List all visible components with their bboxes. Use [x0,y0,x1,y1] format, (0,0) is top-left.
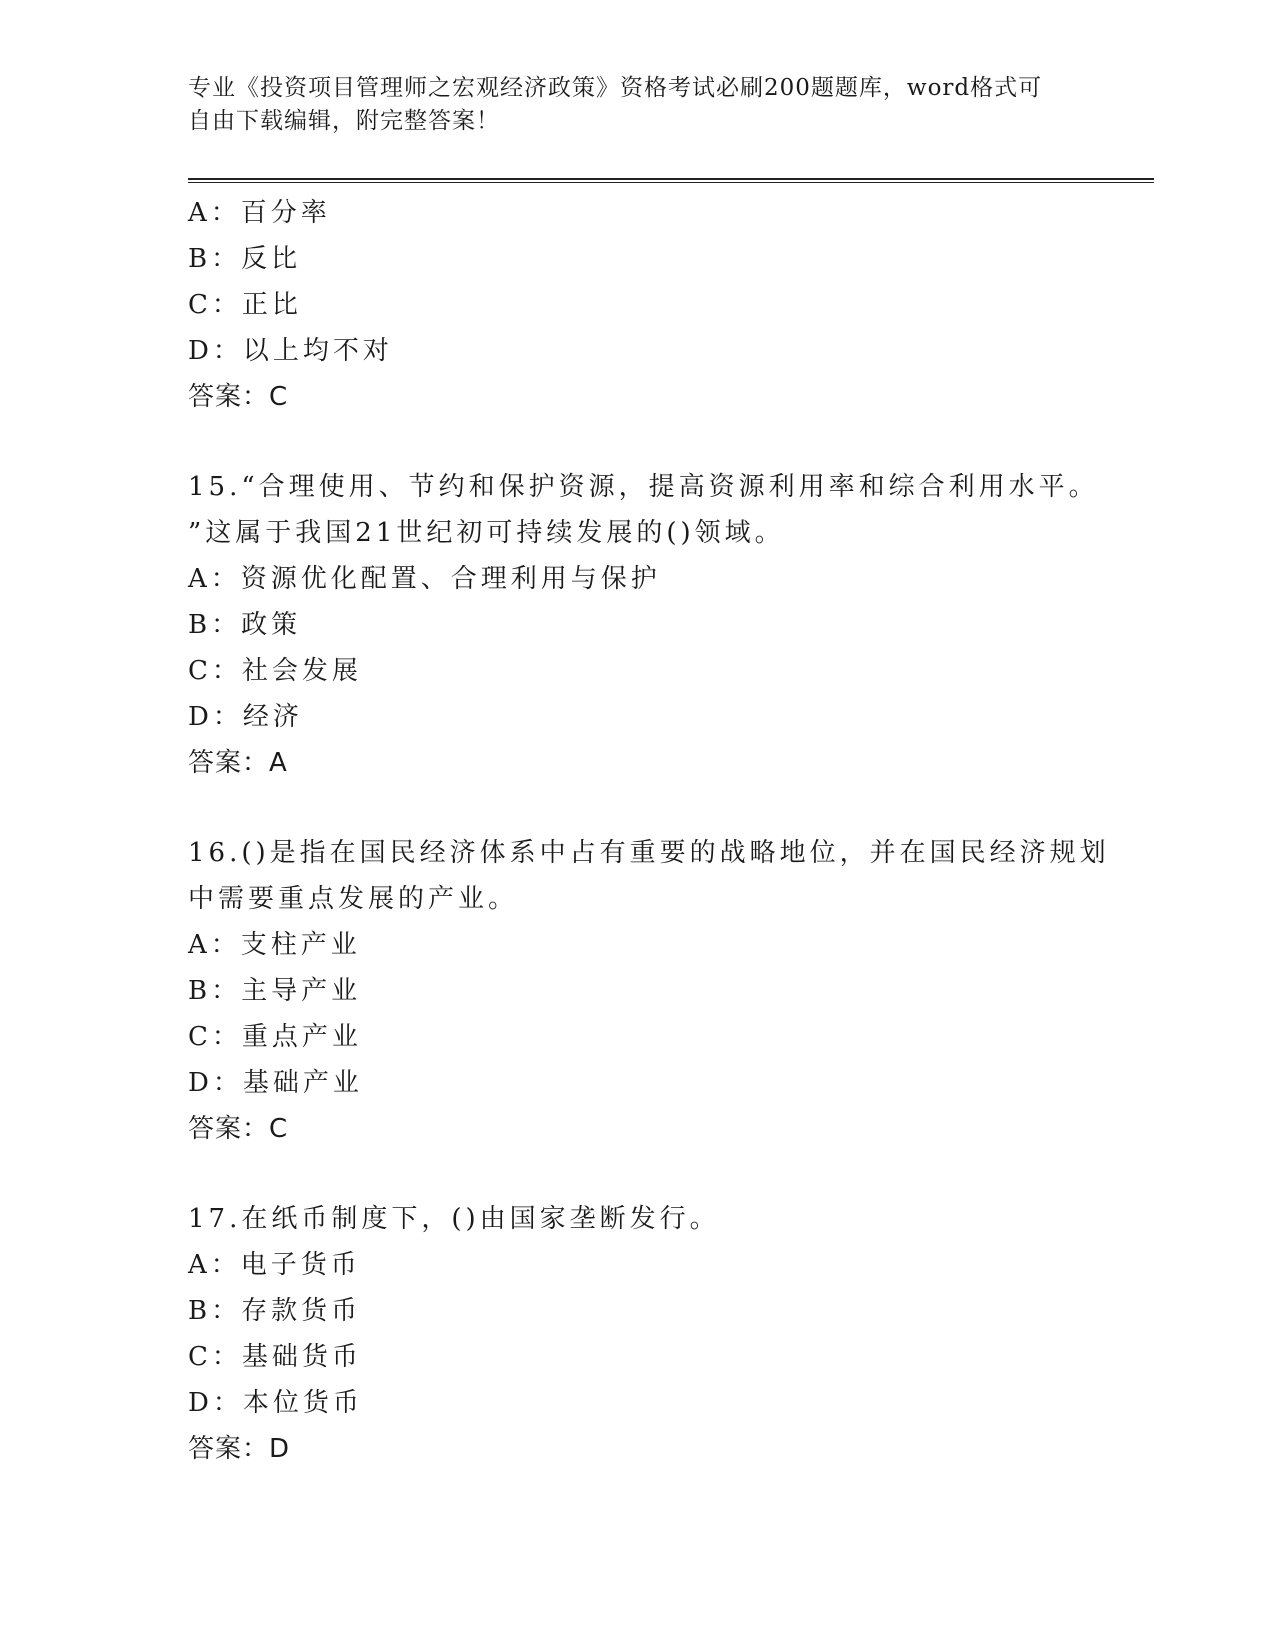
option-a: A：资源优化配置、合理利用与保护 [188,564,661,594]
option-d: D：经济 [188,702,303,732]
answer: 答案：C [188,382,289,412]
option-d: D：本位货币 [188,1388,363,1418]
question-16 [188,830,1148,1152]
option-c: C：正比 [188,290,302,320]
question-stem-line-1: 15.“合理使用、节约和保护资源，提高资源利用率和综合利用水平。 [188,472,1099,502]
question-17 [188,1196,1148,1472]
option-a: A：百分率 [188,198,331,228]
option-c: C：重点产业 [188,1022,362,1052]
option-d: D：以上均不对 [188,336,393,366]
option-d: D：基础产业 [188,1068,363,1098]
option-c: C：基础货币 [188,1342,362,1372]
option-c: C：社会发展 [188,656,362,686]
question-stem-line-2: ”这属于我国21世纪初可持续发展的()领域。 [188,518,785,548]
option-b: B：存款货币 [188,1296,362,1326]
option-b: B：主导产业 [188,976,362,1006]
question-15 [188,464,1148,786]
answer: 答案：C [188,1114,289,1144]
question-stem [188,830,1110,922]
question-14 [188,190,1148,420]
header-divider [188,178,1154,183]
answer: 答案：A [188,748,288,778]
option-b: B：反比 [188,244,302,274]
question-stem-line-2: 中需要重点发展的产业。 [188,884,519,914]
header-line-1: 专业《投资项目管理师之宏观经济政策》资格考试必刷200题题库，word格式可 [188,75,1043,101]
question-stem-line-1: 17.在纸币制度下，()由国家垄断发行。 [188,1204,720,1234]
answer: 答案：D [188,1434,291,1464]
header-line-2: 自由下载编辑，附完整答案！ [188,108,500,134]
question-stem [188,1196,1088,1242]
option-a: A：电子货币 [188,1250,361,1280]
question-stem-line-1: 16.()是指在国民经济体系中占有重要的战略地位，并在国民经济规划 [188,838,1110,868]
option-b: B：政策 [188,610,302,640]
option-a: A：支柱产业 [188,930,361,960]
document-header [188,72,1088,138]
question-stem [188,464,1099,556]
question-list [188,190,1148,1472]
